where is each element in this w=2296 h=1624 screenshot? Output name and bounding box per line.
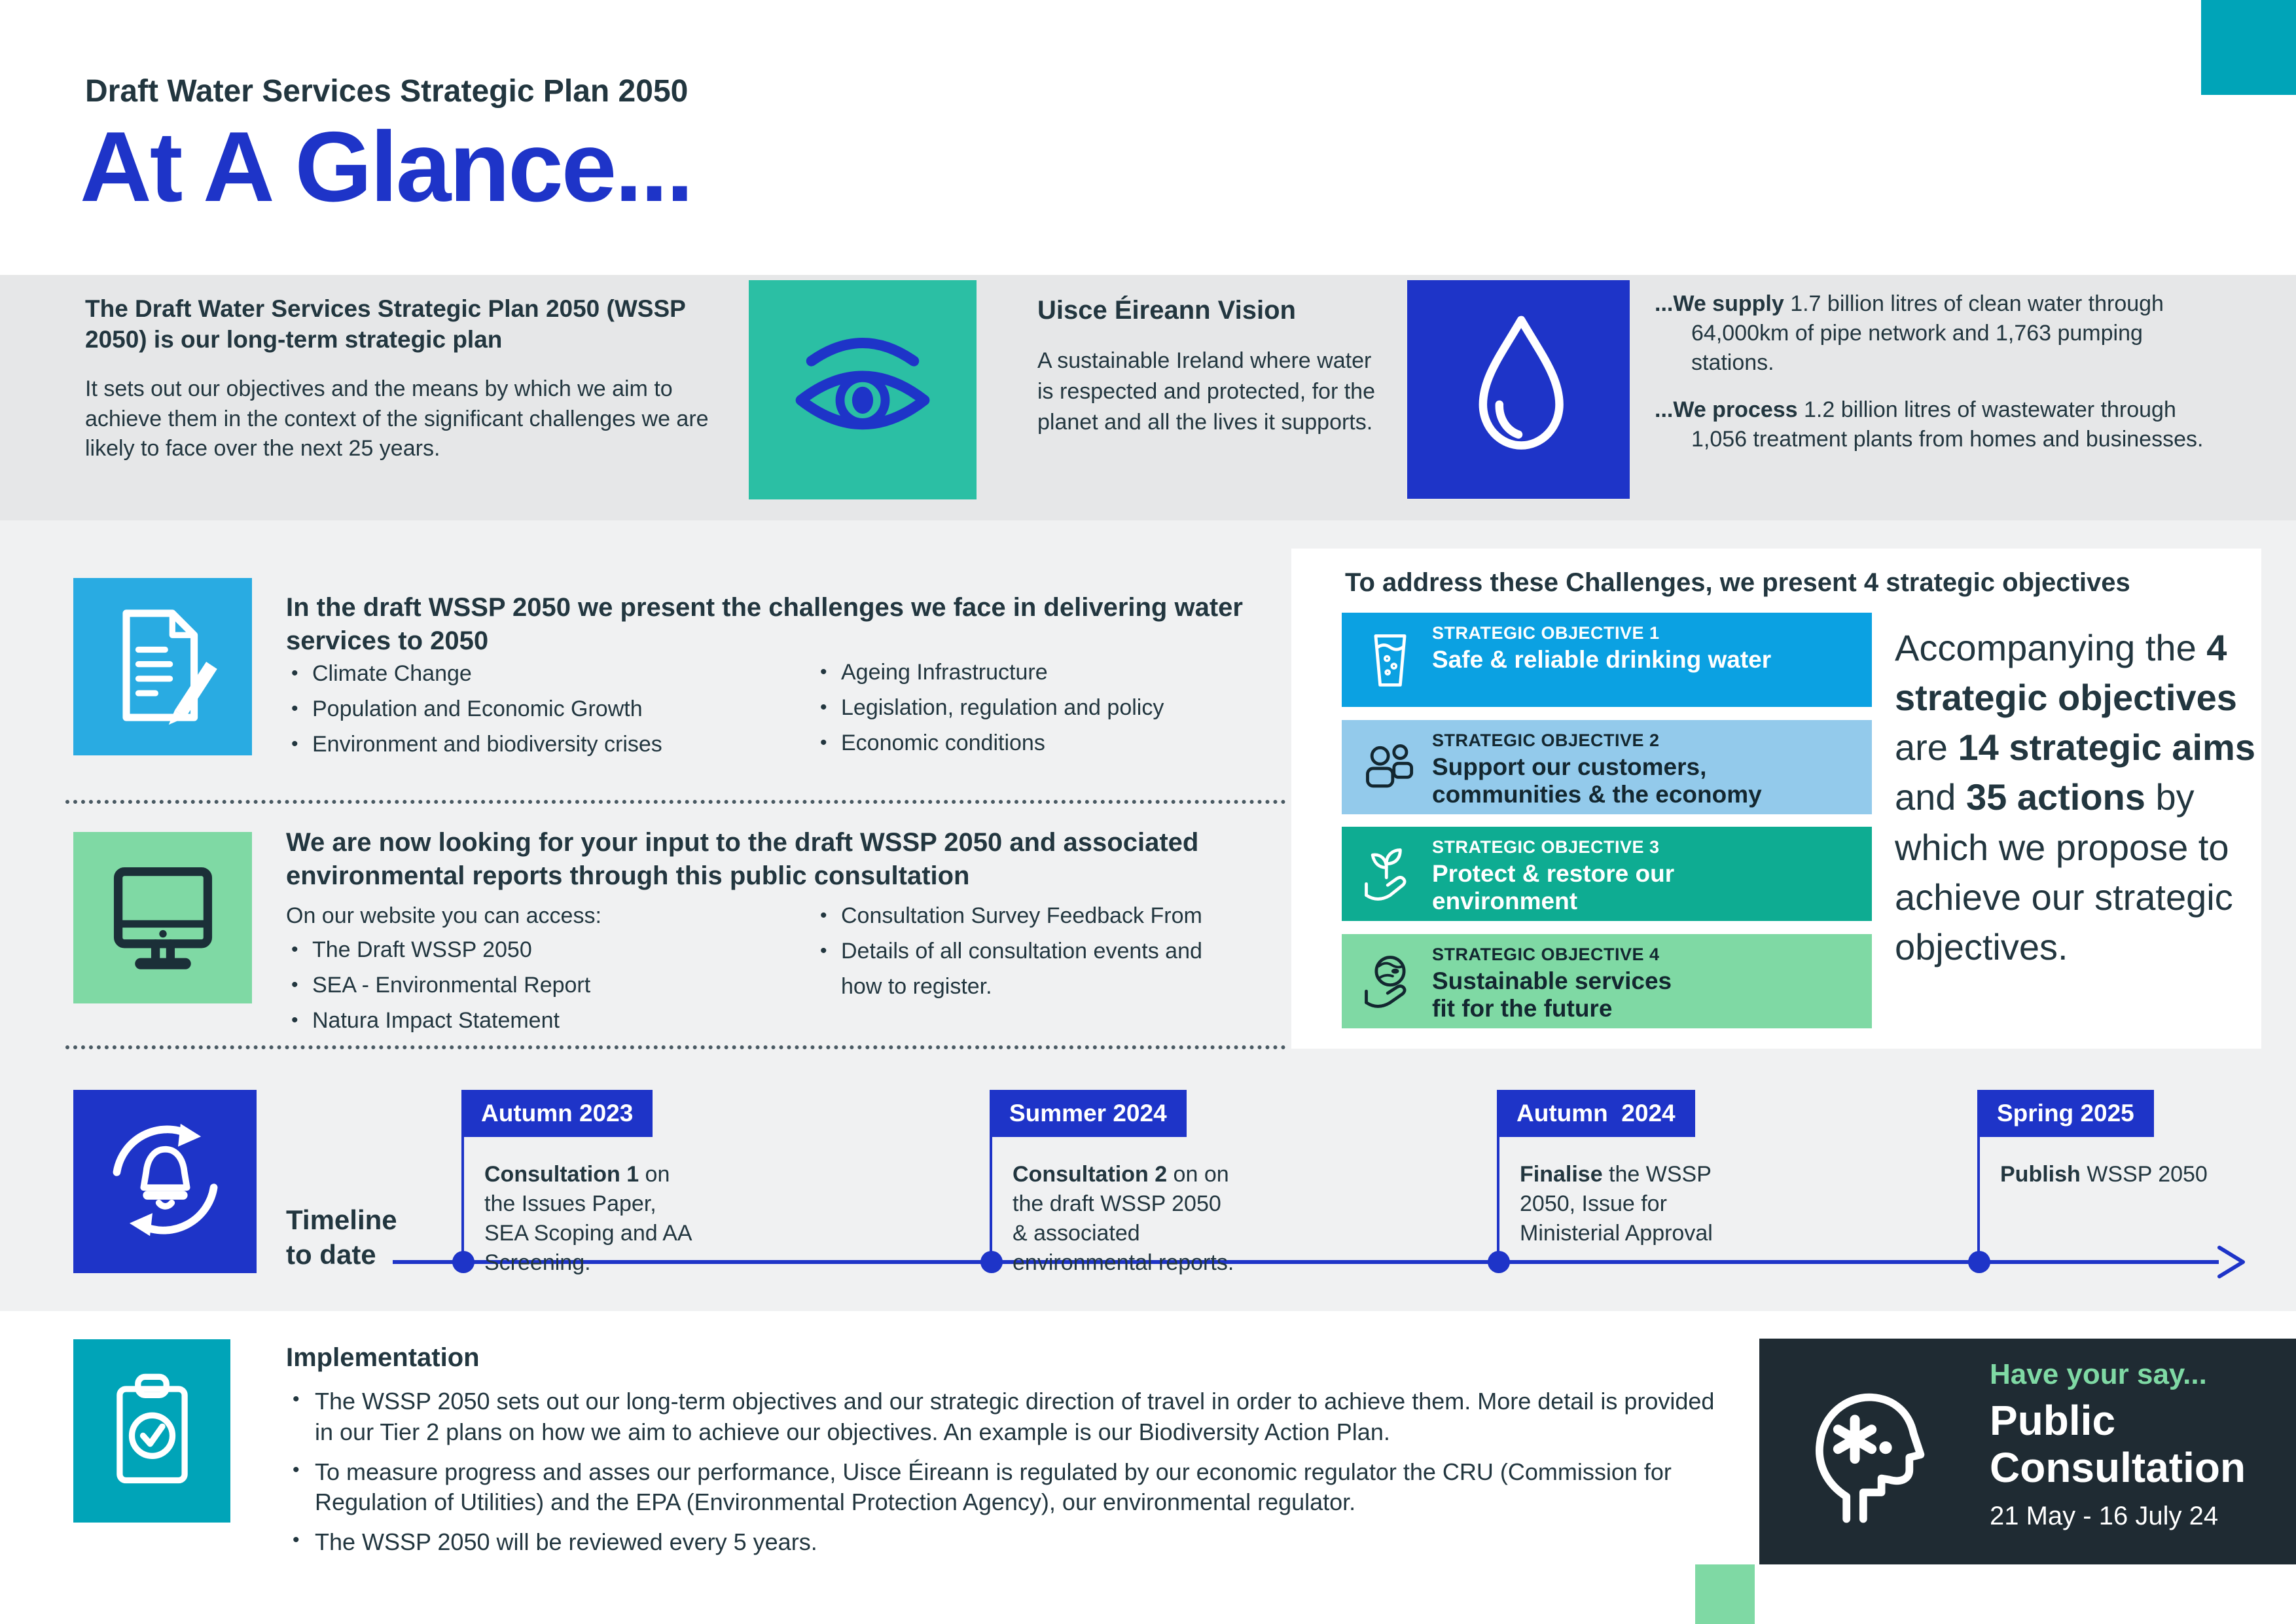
objective-label: STRATEGIC OBJECTIVE 1 [1432, 623, 1660, 643]
vision-body: A sustainable Ireland where water is respected and protected, for the planet and all the lives it supports. [1037, 348, 1375, 435]
public-consultation-title: Public Consultation [1990, 1397, 2246, 1491]
milestone-connector [990, 1137, 992, 1262]
milestone-text [2000, 1160, 2216, 1189]
challenges-heading: In the draft WSSP 2050 we present the challenges we face in delivering water services to 2050 [286, 593, 1243, 655]
corner-accent-teal [2201, 0, 2296, 95]
objective-card-3 [1342, 827, 1872, 921]
objective-title: Protect & restore our environment [1432, 860, 1675, 915]
objectives-aside [1895, 623, 2271, 972]
aside-text: are [1895, 727, 1958, 768]
timeline-label-line2: to date [286, 1238, 376, 1270]
consultation-dates: 21 May - 16 July 24 [1990, 1502, 2219, 1531]
objective-title: Sustainable services fit for the future [1432, 967, 1672, 1022]
milestone-dot [1488, 1251, 1510, 1273]
milestone-dot [980, 1251, 1003, 1273]
challenges-icon-tile [73, 578, 252, 755]
challenges-list-2 [815, 655, 1299, 761]
list-item: • Legislation, regulation and policy [815, 690, 1299, 725]
consultation-heading: We are now looking for your input to the draft WSSP 2050 and associated environmental reports through this public consultation [286, 828, 1199, 890]
corner-accent-green [1695, 1564, 1755, 1624]
aside-text: by which we propose to achieve our strategic objectives. [1895, 776, 2233, 967]
list-item: • Consultation Survey Feedback From [815, 898, 1208, 933]
vision-heading: Uisce Éireann Vision [1037, 296, 1296, 325]
list-item: • The WSSP 2050 will be reviewed every 5 years. [286, 1527, 1732, 1558]
have-your-say-kicker: Have your say... [1990, 1358, 2207, 1390]
objective-title: Safe & reliable drinking water [1432, 646, 1772, 673]
milestone-text [1013, 1160, 1238, 1278]
implementation-icon-tile [73, 1339, 230, 1523]
milestone-date-badge: Autumn 2024 [1497, 1090, 1695, 1137]
milestone-lead: Consultation 2 [1013, 1162, 1168, 1187]
objective-label: STRATEGIC OBJECTIVE 3 [1432, 837, 1660, 857]
milestone-dot [452, 1251, 475, 1273]
list-item: • Details of all consultation events and how to register. [815, 933, 1208, 1004]
fact-process-lead: ...We process [1655, 397, 1798, 422]
milestone-date-badge: Autumn 2023 [461, 1090, 653, 1137]
list-item: • Population and Economic Growth [286, 691, 783, 727]
objective-card-2 [1342, 720, 1872, 814]
objective-card-1 [1342, 613, 1872, 707]
list-item: • SEA - Environmental Report [286, 967, 744, 1003]
aside-bold: 35 actions [1966, 776, 2145, 818]
list-item: • Natura Impact Statement [286, 1003, 744, 1038]
timeline-label [286, 1203, 397, 1272]
intro-body: It sets out our objectives and the means by which we aim to achieve them in the context of the significant challenges we are likely to face over the next 25 years. [85, 376, 709, 461]
implementation-list [286, 1386, 1732, 1567]
fact-process [1655, 395, 2231, 454]
monitor-icon [101, 854, 225, 982]
milestone-date-badge: Summer 2024 [990, 1090, 1187, 1137]
milestone-lead: Publish [2000, 1162, 2081, 1187]
list-item: • Ageing Infrastructure [815, 655, 1299, 690]
vision-icon-tile [749, 280, 977, 499]
consultation-list-1 [286, 932, 744, 1038]
timeline-label-line1: Timeline [286, 1204, 397, 1235]
milestone-date-badge: Spring 2025 [1977, 1090, 2154, 1137]
milestone-connector [461, 1137, 464, 1262]
head-asterisk-icon [1793, 1367, 1947, 1536]
milestone-lead: Consultation 1 [484, 1162, 639, 1187]
milestone-text [484, 1160, 700, 1278]
fact-supply-rest: 1.7 billion litres of clean water through 64,000km of pipe network and 1,763 pumping stations. [1691, 291, 2164, 376]
document-pencil-icon [102, 598, 223, 736]
aside-text: and [1895, 776, 1966, 818]
consultation-list-2 [815, 898, 1208, 1004]
milestone-rest: the WSSP 2050, Issue for Ministerial Approval [1520, 1162, 1713, 1246]
list-item: • The WSSP 2050 sets out our long-term objectives and our strategic direction of travel in order to achieve them. More detail is provided in our Tier 2 plans on how we aim to achieve our objectives. An example is our Biodiversity Action Plan. [286, 1386, 1732, 1448]
milestone-text [1520, 1160, 1746, 1248]
aside-text: Accompanying the [1895, 627, 2207, 668]
people-icon [1359, 736, 1422, 799]
consultation-icon-tile [73, 832, 252, 1003]
objective-label: STRATEGIC OBJECTIVE 2 [1432, 731, 1660, 750]
objective-card-4 [1342, 934, 1872, 1028]
timeline-arrow-icon [2215, 1245, 2248, 1282]
key-facts [1655, 289, 2231, 471]
list-item: • Environment and biodiversity crises [286, 727, 783, 762]
milestone-connector [1497, 1137, 1499, 1262]
milestone-rest: WSSP 2050 [2080, 1162, 2208, 1187]
bell-refresh-icon [101, 1116, 229, 1247]
list-item: • Economic conditions [815, 725, 1299, 761]
list-item: • The Draft WSSP 2050 [286, 932, 744, 967]
intro-heading: The Draft Water Services Strategic Plan 2050 (WSSP 2050) is our long-term strategic plan [85, 295, 686, 353]
glass-of-water-icon [1359, 628, 1422, 691]
fact-process-rest: 1.2 billion litres of wastewater through 1,056 treatment plants from homes and businesses. [1691, 397, 2204, 452]
list-item: • To measure progress and asses our performance, Uisce Éireann is regulated by our economic regulator the CRU (Commission for Regulation of Utilities) and the EPA (Environmental Protection Agency), our environmental regulator. [286, 1457, 1732, 1519]
hand-plant-icon [1359, 842, 1422, 905]
public-consultation-panel [1759, 1339, 2296, 1564]
document-kicker: Draft Water Services Strategic Plan 2050 [85, 74, 689, 109]
objective-label: STRATEGIC OBJECTIVE 4 [1432, 945, 1660, 964]
objectives-heading: To address these Challenges, we present 4 strategic objectives [1345, 568, 2130, 597]
aside-bold: 4 strategic objectives [1895, 627, 2237, 719]
milestone-connector [1977, 1137, 1980, 1262]
water-drop-icon [1450, 306, 1587, 473]
list-item: • Climate Change [286, 656, 783, 691]
milestone-lead: Finalise [1520, 1162, 1603, 1187]
dotted-divider [65, 1045, 1286, 1049]
page-title: At A Glance... [80, 111, 692, 223]
milestone-dot [1968, 1251, 1990, 1273]
consultation-intro: On our website you can access: [286, 903, 601, 928]
challenges-list-1 [286, 656, 783, 762]
objective-title: Support our customers, communities & the economy [1432, 753, 1762, 808]
milestone-rest: on the Issues Paper, SEA Scoping and AA Screening. [484, 1162, 691, 1275]
water-drop-tile [1407, 280, 1630, 499]
implementation-heading: Implementation [286, 1343, 480, 1372]
milestone-rest: on on the draft WSSP 2050 & associated environmental reports. [1013, 1162, 1234, 1275]
hand-globe-icon [1359, 950, 1422, 1013]
aside-bold: 14 strategic aims [1958, 727, 2255, 768]
dotted-divider [65, 800, 1286, 804]
fact-supply-lead: ...We supply [1655, 291, 1784, 316]
eye-icon [787, 313, 938, 467]
fact-supply [1655, 289, 2231, 378]
clipboard-check-icon [101, 1367, 203, 1495]
timeline-icon-tile [73, 1090, 257, 1273]
